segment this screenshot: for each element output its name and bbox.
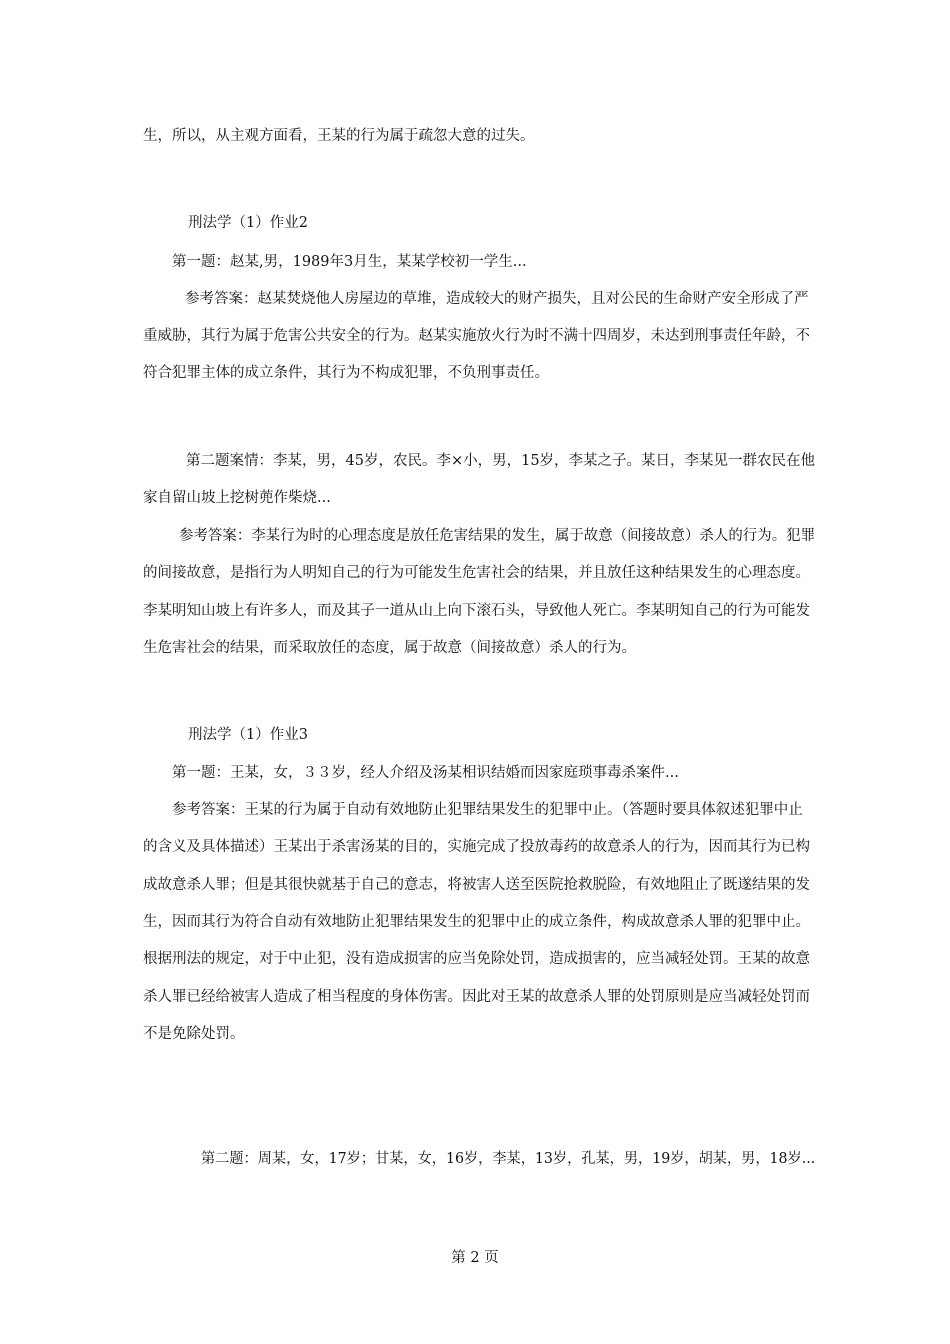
answer-line: 生危害社会的结果，而采取放任的态度，属于故意（间接故意）杀人的行为。 xyxy=(143,640,636,656)
answer-line: 生，因而其行为符合自动有效地防止犯罪结果发生的犯罪中止的成立条件，构成故意杀人罪的犯罪中止。 xyxy=(143,914,810,930)
answer-line: 重威胁，其行为属于危害公共安全的行为。赵某实施放火行为时不满十四周岁，未达到刑事责任年龄，不 xyxy=(143,328,810,344)
section-heading: 刑法学（1）作业3 xyxy=(188,727,308,743)
answer-line: 参考答案：赵某焚烧他人房屋边的草堆，造成较大的财产损失，且对公民的生命财产安全形成了严 xyxy=(185,291,809,307)
answer-line: 根据刑法的规定，对于中止犯，没有造成损害的应当免除处罚，造成损害的，应当减轻处罚。王某的故意 xyxy=(143,951,810,967)
question-line: 第二题：周某，女，17岁；甘某，女，16岁，李某，13岁，孔某，男，19岁，胡某，男，18岁... xyxy=(201,1151,816,1167)
question-line: 家自留山坡上挖树蔸作柴烧... xyxy=(143,490,331,506)
question-line: 第一题：赵某,男，1989年3月生，某某学校初一学生... xyxy=(172,254,527,270)
answer-line: 参考答案：李某行为时的心理态度是放任危害结果的发生，属于故意（间接故意）杀人的行为。犯罪 xyxy=(179,528,816,544)
answer-line: 符合犯罪主体的成立条件，其行为不构成犯罪，不负刑事责任。 xyxy=(143,365,549,381)
answer-line: 参考答案：王某的行为属于自动有效地防止犯罪结果发生的犯罪中止。（答题时要具体叙述犯罪中止 xyxy=(172,802,803,818)
answer-line: 成故意杀人罪；但是其很快就基于自己的意志，将被害人送至医院抢救脱险，有效地阻止了既遂结果的发 xyxy=(143,877,810,893)
text-line: 生，所以，从主观方面看，王某的行为属于疏忽大意的过失。 xyxy=(143,128,535,144)
answer-line: 的间接故意，是指行为人明知自己的行为可能发生危害社会的结果，并且放任这种结果发生的心理态度。 xyxy=(143,565,810,581)
question-line: 第一题：王某，女，３３岁，经人介绍及汤某相识结婚而因家庭琐事毒杀案件... xyxy=(172,765,679,781)
answer-line: 不是免除处罚。 xyxy=(143,1026,245,1042)
answer-line: 李某明知山坡上有许多人，而及其子一道从山上向下滚石头，导致他人死亡。李某明知自己的行为可能发 xyxy=(143,603,810,619)
question-line: 第二题案情：李某，男，45岁，农民。李×小，男，15岁，李某之子。某日，李某见一群农民在他 xyxy=(186,453,816,469)
answer-line: 杀人罪已经给被害人造成了相当程度的身体伤害。因此对王某的故意杀人罪的处罚原则是应当减轻处罚而 xyxy=(143,989,810,1005)
section-heading: 刑法学（1）作业2 xyxy=(188,215,308,231)
page-number: 第 2 页 xyxy=(451,1250,499,1266)
answer-line: 的含义及具体描述）王某出于杀害汤某的目的，实施完成了投放毒药的故意杀人的行为，因而其行为已构 xyxy=(143,839,810,855)
